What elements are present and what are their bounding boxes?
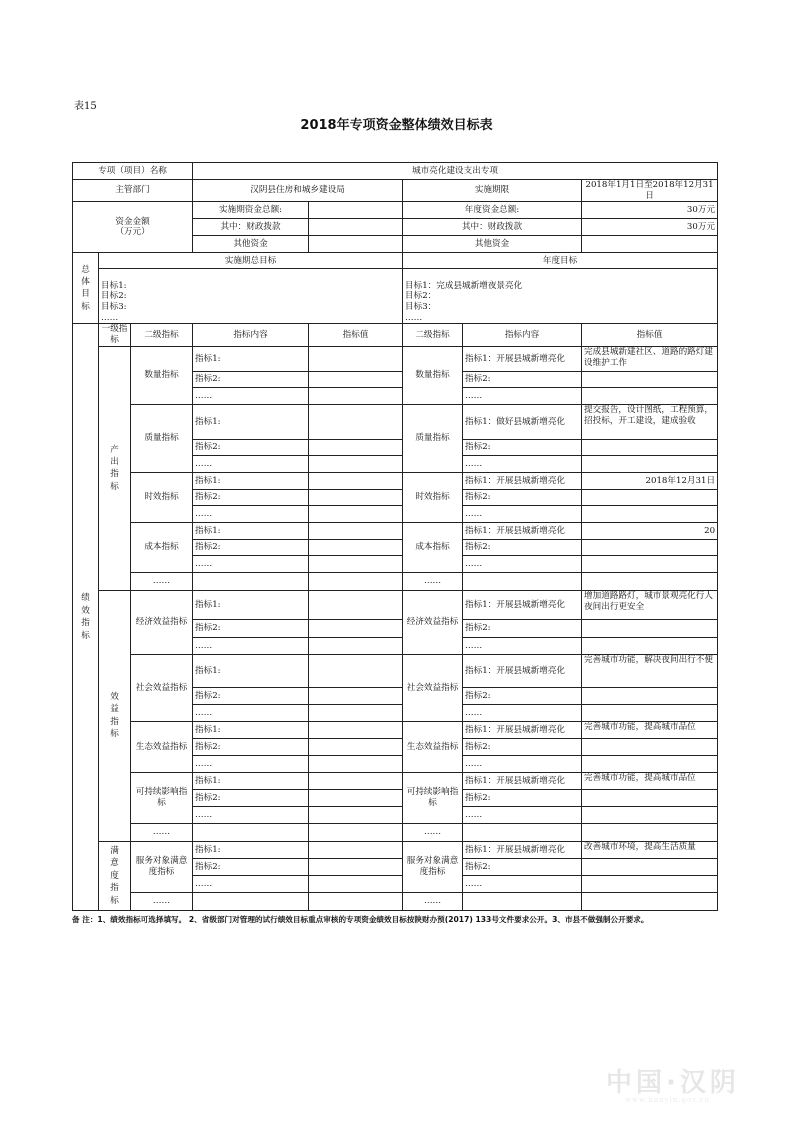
ellipsis-value-impl: [309, 572, 403, 590]
impl-goal-list: [99, 269, 403, 324]
ellipsis-value-annual: [582, 892, 718, 910]
indicator-impl-value: [309, 875, 403, 892]
table-row: [73, 841, 718, 858]
indicator-annual-value: [582, 704, 718, 721]
indicator-impl-value: [309, 387, 403, 404]
indicator-annual-content: ……: [463, 755, 582, 772]
ellipsis-value-annual: [582, 572, 718, 590]
fund-unit-line: （万元）: [115, 227, 150, 238]
indicator-impl-value: [309, 841, 403, 858]
indicator-annual-content: 指标2:: [463, 738, 582, 755]
indicator-annual-content: ……: [463, 806, 582, 823]
indicator-impl-content: 指标2:: [193, 858, 309, 875]
indicator-impl-content: 指标2:: [193, 687, 309, 704]
overall-goal-side-label: [73, 253, 99, 324]
ellipsis-content-annual: [463, 572, 582, 590]
level2-cost-annual: 成本指标: [403, 522, 463, 572]
vertical-label-char: 益: [110, 704, 119, 715]
indicator-annual-content: 指标1：开展县城新增亮化: [463, 590, 582, 619]
indicator-impl-content: 指标1:: [193, 472, 309, 489]
benefit-indicator-label: [99, 590, 131, 841]
indicator-annual-content: ……: [463, 455, 582, 472]
indicator-annual-value: [582, 789, 718, 806]
table-row: [73, 892, 718, 910]
indicator-annual-value: 提交报告，设计图纸，工程预算，招投标，开工建设，建成验收: [582, 404, 718, 439]
level2-social-impl: 社会效益指标: [131, 654, 193, 721]
table-row: [73, 202, 718, 219]
annual-total-label: 年度资金总额:: [403, 202, 582, 219]
indicator-impl-value: [309, 619, 403, 637]
indicator-impl-content: 指标2:: [193, 789, 309, 806]
indicator-impl-value: [309, 489, 403, 505]
annual-goal-header: 年度目标: [403, 253, 718, 269]
watermark-url: www.hanyin.gov.cn: [625, 1096, 710, 1104]
table-row: [73, 590, 718, 619]
indicator-annual-content: 指标2:: [463, 489, 582, 505]
indicator-impl-content: 指标1:: [193, 772, 309, 789]
goal-line: 目标2：: [405, 291, 437, 302]
performance-target-table: [72, 162, 718, 911]
table-row: [73, 472, 718, 489]
annual-fiscal-label: 其中：财政拨款: [403, 219, 582, 236]
level2-economic-impl: 经济效益指标: [131, 590, 193, 654]
ellipsis-content-impl: [193, 823, 309, 841]
indicator-annual-value: [582, 505, 718, 522]
table-row: [73, 772, 718, 789]
table-number: 表15: [74, 101, 97, 112]
period-label: 实施期限: [403, 180, 582, 202]
output-indicator-label: [99, 346, 131, 590]
indicator-annual-value: 完成县城新建社区、道路的路灯建设维护工作: [582, 346, 718, 371]
level2-service-impl: 服务对象满意度指标: [131, 841, 193, 892]
table-row: [73, 269, 718, 324]
table-row: [73, 180, 718, 202]
indicator-annual-content: 指标2:: [463, 789, 582, 806]
indicator-annual-value: [582, 439, 718, 455]
content-header-annual: 指标内容: [463, 324, 582, 346]
table-row: [73, 253, 718, 269]
table-row: [73, 654, 718, 687]
indicator-annual-content: 指标2:: [463, 439, 582, 455]
indicator-annual-content: 指标2:: [463, 687, 582, 704]
indicator-impl-content: 指标1:: [193, 522, 309, 539]
annual-goal-list: [403, 269, 718, 324]
level2-header-impl: 二级指标: [131, 324, 193, 346]
indicator-impl-value: [309, 772, 403, 789]
table-row: [73, 404, 718, 439]
indicator-annual-content: 指标1：开展县城新增亮化: [463, 472, 582, 489]
indicator-annual-content: ……: [463, 704, 582, 721]
project-name-value: 城市亮化建设支出专项: [193, 163, 718, 180]
vertical-label-char: 体: [81, 277, 90, 288]
indicator-impl-value: [309, 637, 403, 654]
level2-sustainable-annual: 可持续影响指标: [403, 772, 463, 823]
goal-line: ……: [101, 312, 119, 323]
vertical-label-char: 绩: [81, 593, 90, 604]
ellipsis-level2-annual: ……: [403, 572, 463, 590]
value-header-annual: 指标值: [582, 324, 718, 346]
indicator-annual-value: [582, 875, 718, 892]
indicator-annual-value: [582, 371, 718, 387]
vertical-label-char: 指: [110, 716, 119, 727]
indicator-annual-value: [582, 738, 718, 755]
indicator-impl-value: [309, 346, 403, 371]
indicator-impl-content: 指标1:: [193, 346, 309, 371]
vertical-label-char: 满: [110, 845, 119, 856]
impl-total-label: 实施期资金总额:: [193, 202, 309, 219]
impl-other-label: 其他资金: [193, 236, 309, 253]
indicator-impl-content: ……: [193, 387, 309, 404]
perf-side-label: [73, 324, 99, 910]
indicator-impl-content: 指标2:: [193, 619, 309, 637]
level2-timeliness-impl: 时效指标: [131, 472, 193, 522]
ellipsis-level2-impl: ……: [131, 572, 193, 590]
indicator-annual-content: 指标1：开展县城新增亮化: [463, 841, 582, 858]
indicator-annual-value: [582, 455, 718, 472]
vertical-label-char: 目: [81, 289, 90, 300]
goal-line: 目标2:: [101, 291, 127, 302]
fund-label-line: 资金金额: [115, 216, 150, 227]
vertical-label-char: 标: [110, 729, 119, 740]
goal-line: 目标3:: [101, 302, 127, 312]
indicator-annual-value: 改善城市环境，提高生活质量: [582, 841, 718, 858]
indicator-impl-content: 指标1:: [193, 841, 309, 858]
annual-total-value: 30万元: [582, 202, 718, 219]
indicator-annual-value: 20: [582, 522, 718, 539]
indicator-impl-content: ……: [193, 755, 309, 772]
vertical-label-char: 指: [81, 618, 90, 629]
indicator-annual-content: 指标1：开展县城新增亮化: [463, 346, 582, 371]
indicator-impl-value: [309, 687, 403, 704]
indicator-impl-value: [309, 755, 403, 772]
indicator-annual-content: 指标1：开展县城新增亮化: [463, 772, 582, 789]
level2-quantity-annual: 数量指标: [403, 346, 463, 404]
vertical-label-char: 效: [81, 605, 90, 616]
vertical-label-char: 出: [110, 456, 119, 467]
indicator-annual-content: ……: [463, 637, 582, 654]
indicator-annual-content: 指标1：开展县城新增亮化: [463, 522, 582, 539]
indicator-impl-value: [309, 590, 403, 619]
indicator-impl-content: ……: [193, 637, 309, 654]
impl-total-value: [309, 202, 403, 219]
impl-other-value: [309, 236, 403, 253]
table-row: [73, 823, 718, 841]
indicator-impl-content: ……: [193, 455, 309, 472]
impl-fiscal-value: [309, 219, 403, 236]
goal-line: 目标1:: [101, 280, 127, 291]
indicator-annual-content: 指标1：做好县城新增亮化: [463, 404, 582, 439]
indicator-impl-value: [309, 721, 403, 738]
level2-sustainable-impl: 可持续影响指标: [131, 772, 193, 823]
impl-goal-header: 实施期总目标: [99, 253, 403, 269]
indicator-impl-value: [309, 439, 403, 455]
indicator-annual-value: 完善城市功能，提高城市品位: [582, 721, 718, 738]
ellipsis-level2-annual: ……: [403, 823, 463, 841]
vertical-label-char: 标: [110, 481, 119, 492]
ellipsis-value-impl: [309, 823, 403, 841]
footnote: 备 注：1、绩效指标可选择填写。 2、省级部门对管理的试行绩效目标重点审核的专项资金绩效目标按陕财办预(2017) 133号文件要求公开。3、市县不做强制公开要求。: [72, 915, 649, 924]
table-row: [73, 324, 718, 346]
indicator-impl-content: ……: [193, 555, 309, 572]
indicator-annual-content: 指标1：开展县城新增亮化: [463, 721, 582, 738]
ellipsis-value-annual: [582, 823, 718, 841]
impl-fiscal-label: 其中：财政拨款: [193, 219, 309, 236]
indicator-impl-content: 指标1:: [193, 721, 309, 738]
indicator-impl-content: 指标1:: [193, 404, 309, 439]
satisfaction-indicator-label: [99, 841, 131, 910]
ellipsis-content-annual: [463, 823, 582, 841]
level2-quality-impl: 质量指标: [131, 404, 193, 472]
indicator-impl-content: 指标2:: [193, 738, 309, 755]
indicator-annual-value: [582, 637, 718, 654]
level2-quality-annual: 质量指标: [403, 404, 463, 472]
indicator-annual-content: 指标2:: [463, 371, 582, 387]
table-row: [73, 572, 718, 590]
goal-line: 目标1：完成县城新增夜景亮化: [405, 280, 523, 291]
indicator-annual-value: [582, 619, 718, 637]
indicator-impl-content: 指标1:: [193, 654, 309, 687]
fund-amount-label: [73, 202, 193, 253]
indicator-annual-value: [582, 858, 718, 875]
annual-fiscal-value: 30万元: [582, 219, 718, 236]
indicator-impl-content: ……: [193, 875, 309, 892]
watermark-logo: 中国·汉阴: [606, 1068, 740, 1098]
indicator-impl-content: 指标2:: [193, 439, 309, 455]
level2-ecological-annual: 生态效益指标: [403, 721, 463, 772]
table-row: [73, 522, 718, 539]
ellipsis-level2-impl: ……: [131, 892, 193, 910]
indicator-impl-content: ……: [193, 704, 309, 721]
level2-service-annual: 服务对象满意度指标: [403, 841, 463, 892]
indicator-impl-content: ……: [193, 505, 309, 522]
indicator-impl-content: ……: [193, 806, 309, 823]
indicator-annual-value: 增加道路路灯，城市景观亮化行人夜间出行更安全: [582, 590, 718, 619]
indicator-impl-value: [309, 704, 403, 721]
vertical-label-char: 指: [110, 469, 119, 480]
indicator-impl-content: 指标2:: [193, 371, 309, 387]
table-body: [73, 163, 718, 911]
ellipsis-level2-annual: ……: [403, 892, 463, 910]
indicator-impl-value: [309, 555, 403, 572]
level2-header-annual: 二级指标: [403, 324, 463, 346]
goal-line: ……: [405, 312, 423, 323]
indicator-annual-content: ……: [463, 875, 582, 892]
level2-ecological-impl: 生态效益指标: [131, 721, 193, 772]
table-row: [73, 346, 718, 371]
indicator-impl-value: [309, 522, 403, 539]
indicator-impl-content: 指标2:: [193, 489, 309, 505]
level2-cost-impl: 成本指标: [131, 522, 193, 572]
indicator-annual-content: ……: [463, 555, 582, 572]
indicator-impl-value: [309, 858, 403, 875]
indicator-impl-content: 指标1:: [193, 590, 309, 619]
indicator-annual-value: 完善城市功能，提高城市品位: [582, 772, 718, 789]
ellipsis-value-impl: [309, 892, 403, 910]
level2-social-annual: 社会效益指标: [403, 654, 463, 721]
indicator-annual-value: 完善城市功能，解决夜间出行不便: [582, 654, 718, 687]
page-title: 2018年专项资金整体绩效目标表: [300, 118, 493, 133]
indicator-annual-content: ……: [463, 505, 582, 522]
annual-other-label: 其他资金: [403, 236, 582, 253]
indicator-impl-value: [309, 806, 403, 823]
project-name-label: 专项（项目）名称: [73, 163, 193, 180]
indicator-annual-value: [582, 387, 718, 404]
indicator-annual-content: ……: [463, 387, 582, 404]
indicator-impl-value: [309, 472, 403, 489]
indicator-impl-content: 指标2:: [193, 539, 309, 555]
level2-quantity-impl: 数量指标: [131, 346, 193, 404]
indicator-impl-value: [309, 404, 403, 439]
indicator-impl-value: [309, 371, 403, 387]
indicator-annual-content: 指标2:: [463, 539, 582, 555]
vertical-label-char: 总: [81, 264, 90, 275]
indicator-annual-value: [582, 687, 718, 704]
indicator-annual-content: 指标2:: [463, 619, 582, 637]
level1-header: 一级指标: [99, 324, 131, 346]
annual-other-value: [582, 236, 718, 253]
table-row: [73, 721, 718, 738]
indicator-annual-value: [582, 489, 718, 505]
ellipsis-content-annual: [463, 892, 582, 910]
period-value: 2018年1月1日至2018年12月31日: [582, 180, 718, 202]
indicator-annual-value: [582, 755, 718, 772]
ellipsis-content-impl: [193, 892, 309, 910]
ellipsis-level2-impl: ……: [131, 823, 193, 841]
vertical-label-char: 效: [110, 692, 119, 703]
level2-economic-annual: 经济效益指标: [403, 590, 463, 654]
indicator-impl-value: [309, 789, 403, 806]
indicator-impl-value: [309, 455, 403, 472]
vertical-label-char: 度: [110, 870, 119, 881]
dept-label: 主管部门: [73, 180, 193, 202]
indicator-annual-value: [582, 806, 718, 823]
table-row: [73, 163, 718, 180]
value-header-impl: 指标值: [309, 324, 403, 346]
indicator-impl-value: [309, 654, 403, 687]
dept-value: 汉阴县住房和城乡建设局: [193, 180, 403, 202]
indicator-annual-content: 指标2:: [463, 858, 582, 875]
indicator-annual-value: [582, 539, 718, 555]
content-header-impl: 指标内容: [193, 324, 309, 346]
indicator-annual-value: 2018年12月31日: [582, 472, 718, 489]
indicator-impl-value: [309, 505, 403, 522]
indicator-impl-value: [309, 738, 403, 755]
indicator-annual-content: 指标1：开展县城新增亮化: [463, 654, 582, 687]
vertical-label-char: 意: [110, 858, 119, 869]
vertical-label-char: 指: [110, 883, 119, 894]
level2-timeliness-annual: 时效指标: [403, 472, 463, 522]
goal-line: 目标3：: [405, 302, 437, 312]
ellipsis-content-impl: [193, 572, 309, 590]
vertical-label-char: 标: [81, 301, 90, 312]
indicator-annual-value: [582, 555, 718, 572]
vertical-label-char: 标: [81, 630, 90, 641]
vertical-label-char: 标: [110, 895, 119, 906]
indicator-impl-value: [309, 539, 403, 555]
vertical-label-char: 产: [110, 444, 119, 455]
